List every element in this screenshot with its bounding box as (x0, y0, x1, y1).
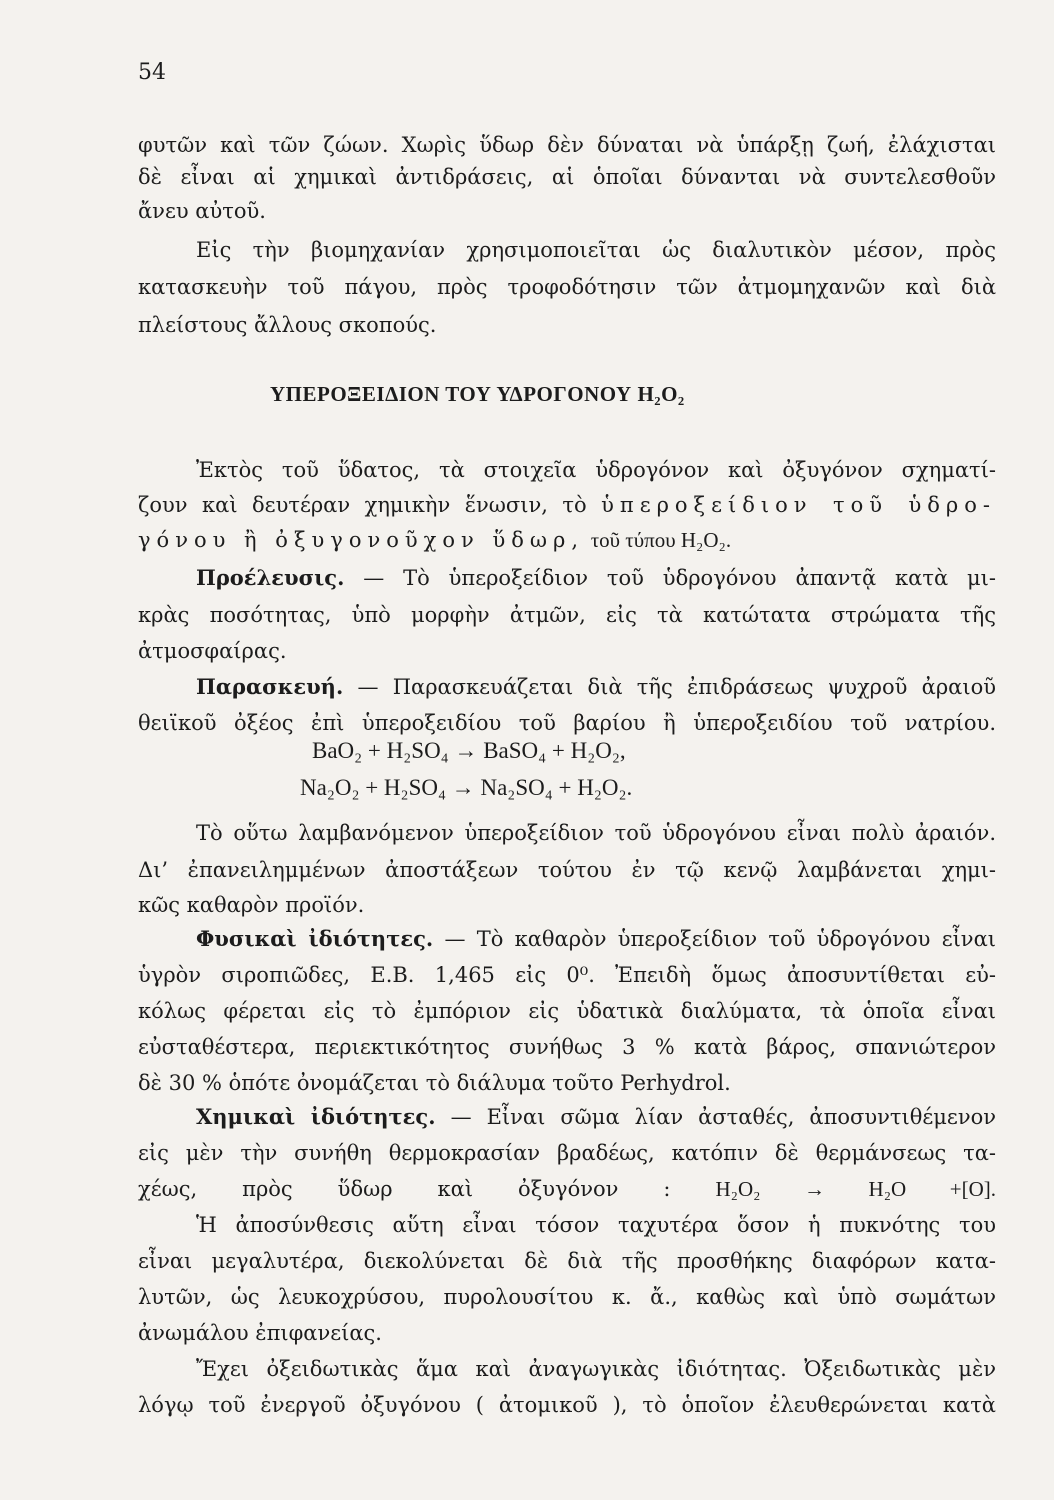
text-line: λυτῶν, ὡς λευκοχρύσου, πυρολουσίτου κ. ἄ., καθὼς καὶ ὑπὸ σωμάτων (138, 1285, 996, 1309)
chemical-equation: H₂O₂ → H₂O +[O]. (715, 1177, 996, 1201)
text-fragment: τοῦ τύπου H₂O₂. (590, 528, 732, 552)
paragraph-label: Χημικαὶ ἰδιότητες. (196, 1104, 436, 1129)
text-line: Ἐκτὸς τοῦ ὕδατος, τὰ στοιχεῖα ὑδρογόνον καὶ ὀξυγόνον σχηματί- (196, 458, 996, 482)
text-line: ἀτμοσφαίρας. (138, 639, 287, 663)
text-fragment: — Τὸ καθαρὸν ὑπεροξείδιον τοῦ ὑδρογόνου εἶναι (444, 927, 996, 951)
text-fragment: — Τὸ ὑπεροξείδιον τοῦ ὑδρογόνου ἀπαντᾷ κατὰ μι- (363, 566, 996, 590)
paragraph-label: Φυσικαὶ ἰδιότητες. (196, 926, 434, 951)
text-line: Ἡ ἀποσύνθεσις αὕτη εἶναι τόσον ταχυτέρα ὅσον ἡ πυκνότης του (196, 1213, 996, 1237)
text-line: εὐσταθέστερα, περιεκτικότητος συνήθως 3 % κατὰ βάρος, σπανιώτερον (138, 1035, 996, 1059)
text-line: Ἔχει ὀξειδωτικὰς ἅμα καὶ ἀναγωγικὰς ἰδιότητας. Ὀξειδωτικὰς μὲν (196, 1357, 996, 1381)
text-line: κῶς καθαρὸν προϊόν. (138, 893, 365, 917)
text-line (138, 1174, 996, 1204)
text-line: πλείστους ἄλλους σκοπούς. (138, 313, 437, 337)
spaced-term: ὑπεροξείδιον τοῦ ὑδρο- (601, 493, 996, 517)
text-line: ὑγρὸν σιροπιῶδες, Ε.Β. 1,465 εἰς 0⁰. Ἐπειδὴ ὅμως ἀποσυντίθεται εὐ- (138, 963, 996, 987)
text-line: φυτῶν καὶ τῶν ζώων. Χωρὶς ὕδωρ δὲν δύναται νὰ ὑπάρξῃ ζωή, ἐλάχισται (138, 133, 996, 157)
text-line: Τὸ οὕτω λαμβανόμενον ὑπεροξείδιον τοῦ ὑδρογόνου εἶναι πολὺ ἀραιόν. (196, 821, 996, 845)
text-line: Δι’ ἐπανειλημμένων ἀποστάξεων τούτου ἐν τῷ κενῷ λαμβάνεται χημι- (138, 858, 996, 882)
text-line: εἶναι μεγαλυτέρα, διεκολύνεται δὲ διὰ τῆς προσθήκης διαφόρων κατα- (138, 1249, 996, 1273)
text-line: κρὰς ποσότητας, ὑπὸ μορφὴν ἀτμῶν, εἰς τὰ κατώτατα στρώματα τῆς (138, 603, 996, 627)
text-line: Εἰς τὴν βιομηχανίαν χρησιμοποιεῖται ὡς διαλυτικὸν μέσον, πρὸς (196, 238, 996, 262)
page-number: 54 (138, 60, 166, 85)
text-line: κόλως φέρεται εἰς τὸ ἐμπόριον εἰς ὑδατικὰ διαλύματα, τὰ ὁποῖα εἶναι (138, 999, 996, 1023)
text-fragment: — Παρασκευάζεται διὰ τῆς ἐπιδράσεως ψυχροῦ ἀραιοῦ (357, 675, 996, 699)
text-line (196, 563, 996, 593)
text-line: ἄνευ αὐτοῦ. (138, 199, 266, 223)
text-line: κατασκευὴν τοῦ πάγου, πρὸς τροφοδότησιν τῶν ἀτμομηχανῶν καὶ διὰ (138, 275, 996, 299)
text-line (138, 490, 996, 520)
paragraph-label: Προέλευσις. (196, 565, 345, 590)
spaced-term: γόνου ἢ ὀξυγονοῦχον ὕδωρ, (138, 528, 585, 552)
chemical-equation: BaO₂ + H₂SO₄ → BaSO₄ + H₂O₂, (312, 738, 626, 763)
text-line (196, 1102, 996, 1132)
chemical-equation: Na₂O₂ + H₂SO₄ → Na₂SO₄ + H₂O₂. (300, 775, 633, 800)
text-line: εἰς μὲν τὴν συνήθη θερμοκρασίαν βραδέως, κατόπιν δὲ θερμάνσεως τα- (138, 1141, 996, 1165)
text-line: ἀνωμάλου ἐπιφανείας. (138, 1321, 382, 1345)
text-line: δὲ εἶναι αἱ χημικαὶ ἀντιδράσεις, αἱ ὁποῖαι δύνανται νὰ συντελεσθοῦν (138, 165, 996, 189)
text-fragment: ζουν καὶ δευτέραν χημικὴν ἕνωσιν, τὸ (138, 493, 587, 517)
text-line: λόγῳ τοῦ ἐνεργοῦ ὀξυγόνου ( ἀτομικοῦ ), τὸ ὁποῖον ἐλευθερώνεται κατὰ (138, 1393, 996, 1417)
text-fragment: — Εἶναι σῶμα λίαν ἀσταθές, ἀποσυντιθέμενον (450, 1105, 996, 1129)
text-line (138, 525, 996, 555)
paragraph-label: Παρασκευή. (196, 674, 344, 699)
text-line: θειϊκοῦ ὀξέος ἐπὶ ὑπεροξειδίου τοῦ βαρίου ἢ ὑπεροξειδίου τοῦ νατρίου. (138, 711, 996, 735)
text-line: δὲ 30 % ὁπότε ὀνομάζεται τὸ διάλυμα τοῦτο Perhydrol. (138, 1071, 731, 1095)
text-line (196, 924, 996, 954)
section-heading: ΥΠΕΡΟΞΕΙΔΙΟΝ ΤΟΥ ΥΔΡΟΓΟΝΟΥ H₂O₂ (270, 382, 685, 406)
text-fragment: χέως, πρὸς ὕδωρ καὶ ὀξυγόνον : (138, 1177, 671, 1201)
text-line (196, 672, 996, 702)
